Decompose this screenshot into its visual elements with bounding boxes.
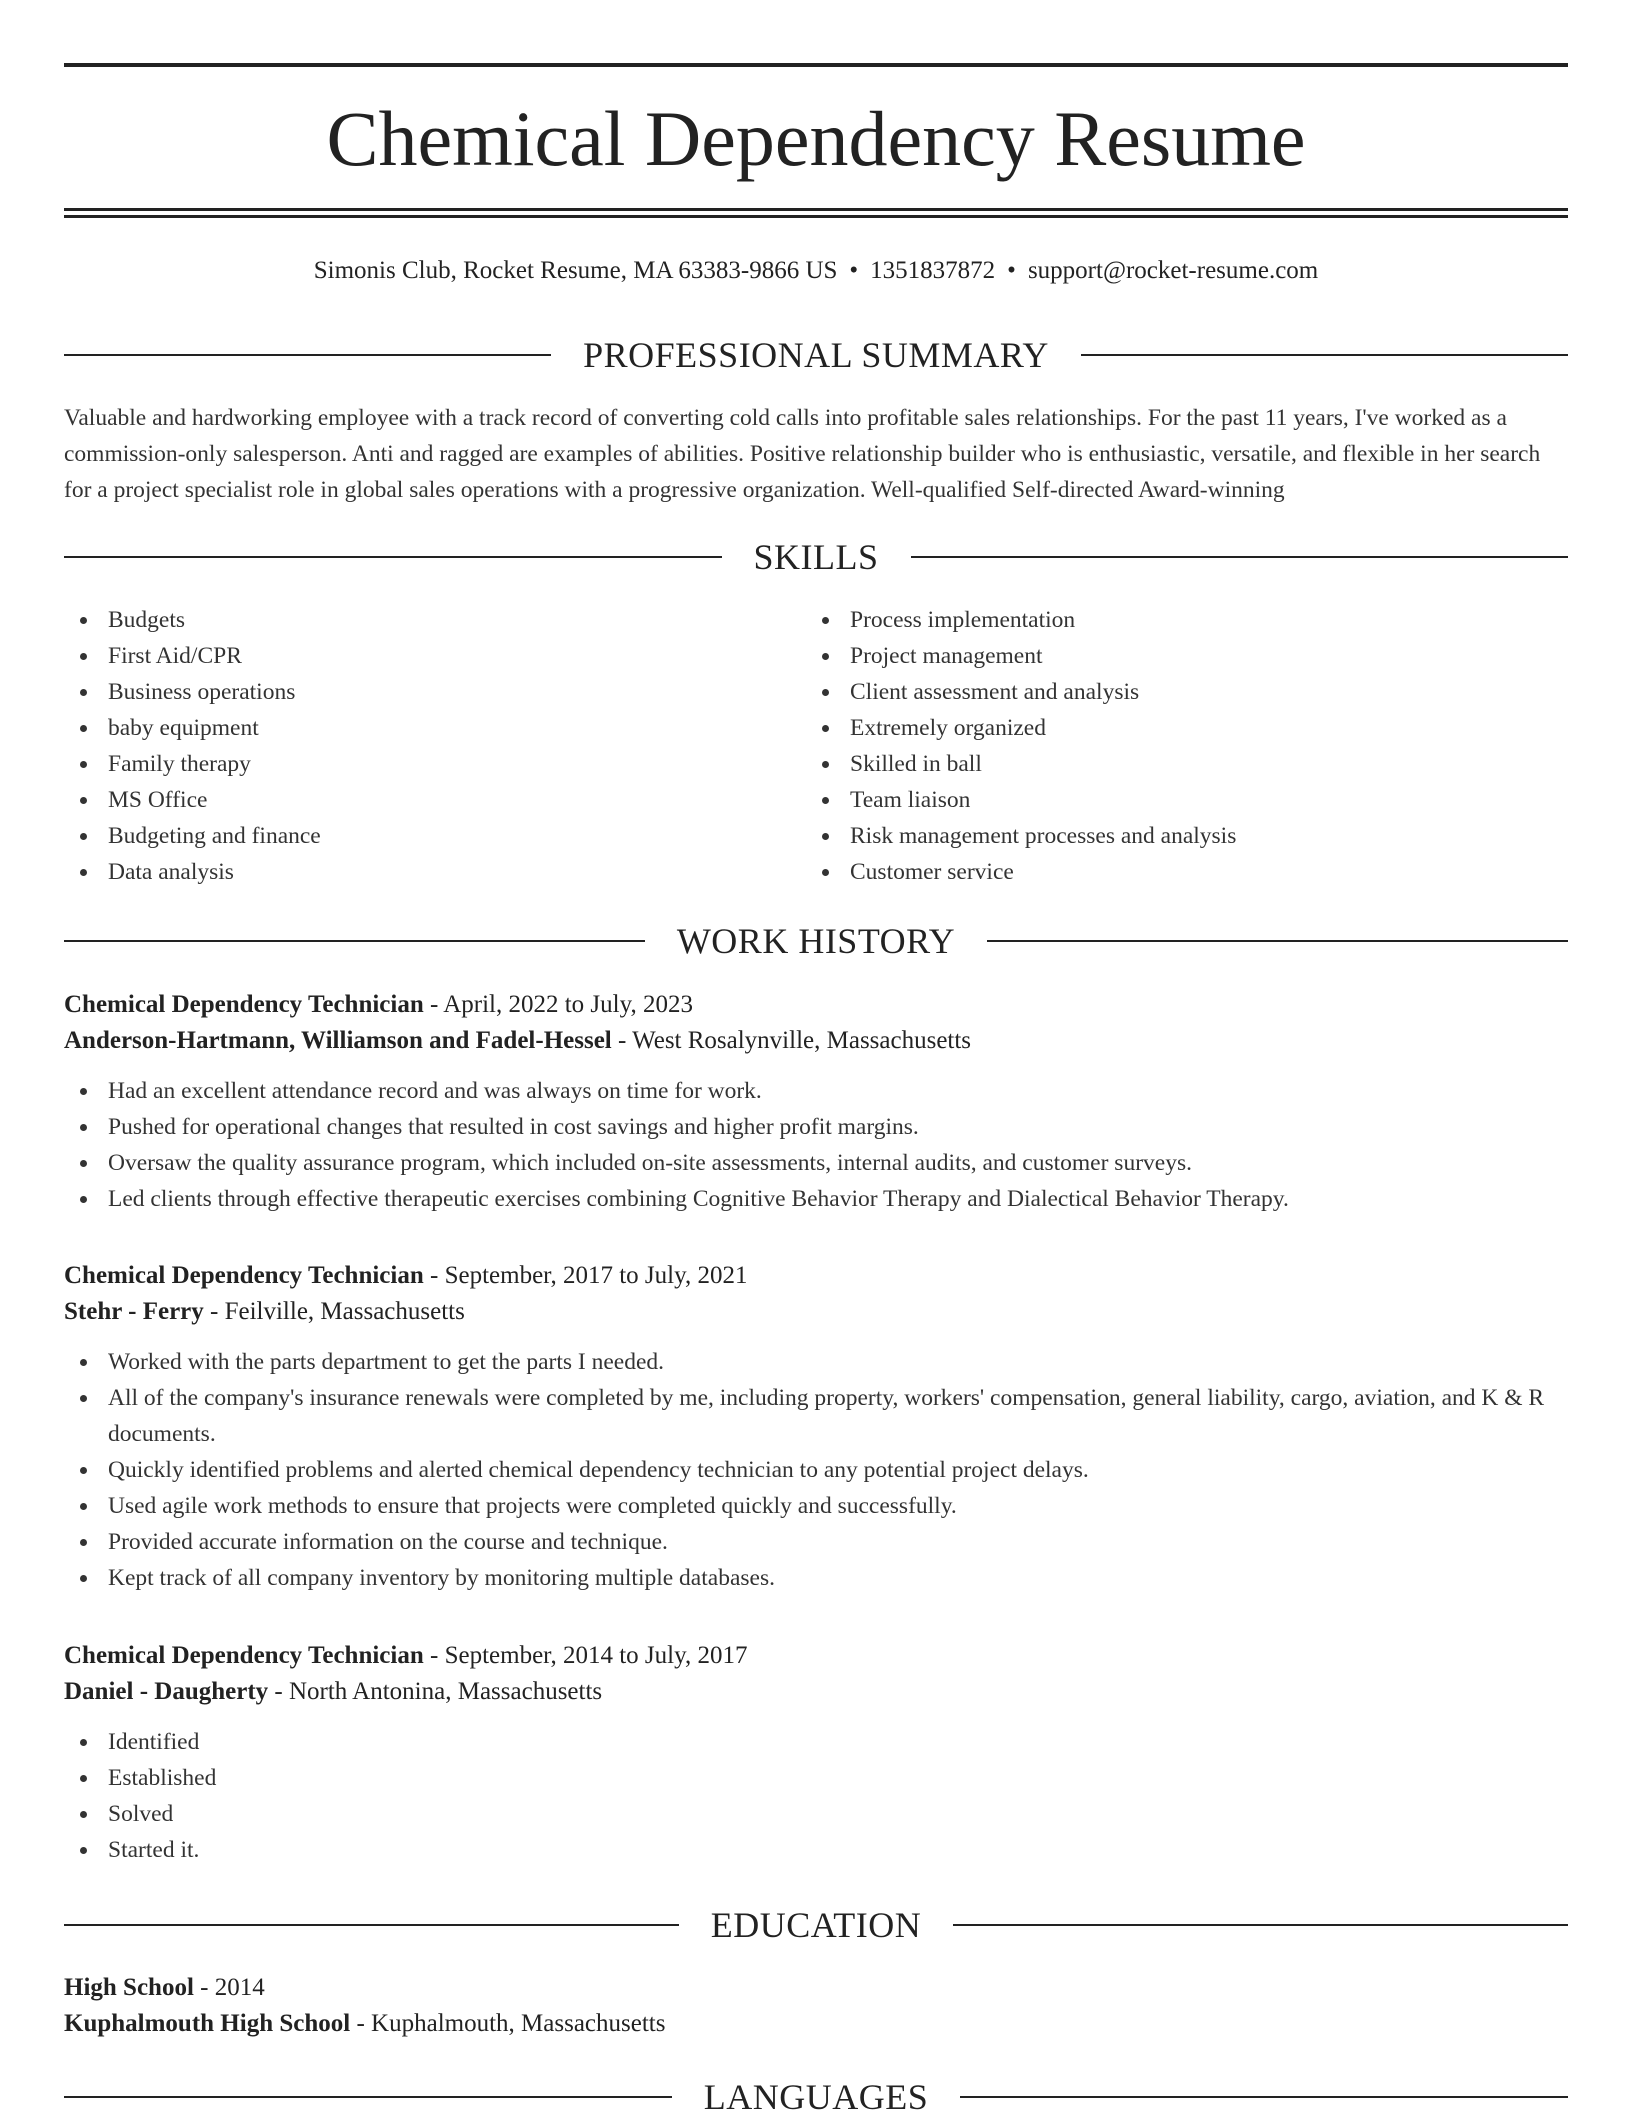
job-company: Stehr - Ferry (64, 1298, 204, 1325)
title-double-rule (64, 208, 1568, 218)
job-title: Chemical Dependency Technician (64, 991, 424, 1018)
job-company: Daniel - Daugherty (64, 1678, 269, 1705)
job-company-line: Anderson-Hartmann, Williamson and Fadel-Hessel - West Rosalynville, Massachusetts (64, 1027, 972, 1054)
heading-rule (953, 1924, 1568, 1926)
skill-item: Family therapy (64, 746, 764, 782)
section-heading-languages (64, 2077, 1568, 2117)
job-entry (64, 1638, 1568, 1868)
heading-rule (64, 556, 722, 558)
contact-line (64, 256, 1568, 286)
skill-item: Budgets (64, 602, 764, 638)
job-location: North Antonina, Massachusetts (288, 1678, 603, 1705)
skill-item: Customer service (806, 854, 1566, 890)
skill-item: Risk management processes and analysis (806, 818, 1566, 854)
job-title-line: Chemical Dependency Technician - September, 2014 to July, 2017 (64, 1642, 748, 1669)
job-dates: April, 2022 to July, 2023 (443, 991, 693, 1018)
heading-rule (1081, 354, 1568, 356)
education-year: 2014 (214, 1974, 265, 2001)
section-title: LANGUAGES (703, 2077, 929, 2117)
job-bullet: Oversaw the quality assurance program, which included on-site assessments, internal audits, and customer surveys. (64, 1145, 1568, 1181)
job-bullets (64, 1073, 1568, 1217)
job-location: West Rosalynville, Massachusetts (632, 1027, 972, 1054)
skills-list-right (806, 602, 1566, 890)
job-bullet: Pushed for operational changes that resulted in cost savings and higher profit margins. (64, 1109, 1568, 1145)
section-title: PROFESSIONAL SUMMARY (583, 335, 1049, 375)
skill-item: Client assessment and analysis (806, 674, 1566, 710)
contact-phone: 1351837872 (870, 257, 996, 284)
job-bullet: Led clients through effective therapeutic exercises combining Cognitive Behavior Therapy and Dialectical Behavior Therapy. (64, 1181, 1568, 1217)
skill-item: Skilled in ball (806, 746, 1566, 782)
job-bullet: Quickly identified problems and alerted chemical dependency technician to any potential project delays. (64, 1452, 1568, 1488)
heading-rule (64, 354, 551, 356)
education-school-line: Kuphalmouth High School - Kuphalmouth, Massachusetts (64, 2010, 666, 2037)
job-entry (64, 1258, 1568, 1596)
skill-item: Team liaison (806, 782, 1566, 818)
job-title: Chemical Dependency Technician (64, 1262, 424, 1289)
job-title-line: Chemical Dependency Technician - September, 2017 to July, 2021 (64, 1262, 748, 1289)
heading-rule (960, 2096, 1568, 2098)
job-title: Chemical Dependency Technician (64, 1642, 424, 1669)
resume-title: Chemical Dependency Resume (326, 95, 1306, 182)
summary-text: Valuable and hardworking employee with a track record of converting cold calls into profitable sales relationships. For the past 11 years, I've worked as a commission-only salesperson. Anti and ragged are examples of abilities. Positive relationship builder who is enthusiastic, versatile, and flexible in her search for a project specialist role in global sales operations with a progressive organization. Well-qualified Self-directed Award-winning (64, 405, 1541, 503)
job-bullet: Started it. (64, 1832, 1568, 1868)
heading-rule (987, 940, 1568, 942)
education-degree-line: High School - 2014 (64, 1974, 265, 2001)
section-title: WORK HISTORY (676, 921, 956, 961)
skill-item: Budgeting and finance (64, 818, 764, 854)
education-school: Kuphalmouth High School (64, 2010, 351, 2037)
contact-separator: • (1007, 257, 1016, 284)
contact-address: Simonis Club, Rocket Resume, MA 63383-9866 US (313, 257, 838, 284)
education-location: Kuphalmouth, Massachusetts (371, 2010, 666, 2037)
job-bullet: Identified (64, 1724, 1568, 1760)
job-bullet: Worked with the parts department to get the parts I needed. (64, 1344, 1568, 1380)
job-title-line: Chemical Dependency Technician - April, 2022 to July, 2023 (64, 991, 693, 1018)
section-heading-summary (64, 335, 1568, 375)
contact-separator: • (849, 257, 859, 284)
skills-list-left (64, 602, 764, 890)
heading-rule (64, 1924, 679, 1926)
job-location: Feilville, Massachusetts (224, 1298, 465, 1325)
contact-email[interactable]: support@rocket-resume.com (1027, 257, 1319, 284)
skill-item: Data analysis (64, 854, 764, 890)
heading-rule (911, 556, 1569, 558)
job-bullet: Provided accurate information on the course and technique. (64, 1524, 1568, 1560)
skill-item: MS Office (64, 782, 764, 818)
job-entry (64, 987, 1568, 1217)
top-rule (64, 63, 1568, 67)
job-bullet: All of the company's insurance renewals were completed by me, including property, workers' compensation, general liability, cargo, aviation, and K & R documents. (64, 1380, 1568, 1452)
section-heading-skills (64, 537, 1568, 577)
job-company-line: Daniel - Daugherty - North Antonina, Massachusetts (64, 1678, 603, 1705)
job-bullet: Used agile work methods to ensure that projects were completed quickly and successfully. (64, 1488, 1568, 1524)
heading-rule (64, 940, 645, 942)
job-bullet: Solved (64, 1796, 1568, 1832)
section-title: EDUCATION (710, 1905, 922, 1945)
job-company-line: Stehr - Ferry - Feilville, Massachusetts (64, 1298, 465, 1325)
job-bullet: Kept track of all company inventory by monitoring multiple databases. (64, 1560, 1568, 1596)
skill-item: baby equipment (64, 710, 764, 746)
job-bullets (64, 1344, 1568, 1596)
job-bullets (64, 1724, 1568, 1868)
skill-item: Extremely organized (806, 710, 1566, 746)
heading-rule (64, 2096, 672, 2098)
section-heading-education (64, 1905, 1568, 1945)
skill-item: First Aid/CPR (64, 638, 764, 674)
section-heading-work (64, 921, 1568, 961)
job-dates: September, 2017 to July, 2021 (444, 1262, 748, 1289)
skill-item: Business operations (64, 674, 764, 710)
section-title: SKILLS (753, 537, 879, 577)
job-company: Anderson-Hartmann, Williamson and Fadel-Hessel (64, 1027, 612, 1054)
education-entry (64, 1970, 1568, 2042)
job-bullet: Had an excellent attendance record and was always on time for work. (64, 1073, 1568, 1109)
education-degree: High School (64, 1974, 194, 2001)
skill-item: Project management (806, 638, 1566, 674)
job-dates: September, 2014 to July, 2017 (444, 1642, 748, 1669)
skill-item: Process implementation (806, 602, 1566, 638)
job-bullet: Established (64, 1760, 1568, 1796)
